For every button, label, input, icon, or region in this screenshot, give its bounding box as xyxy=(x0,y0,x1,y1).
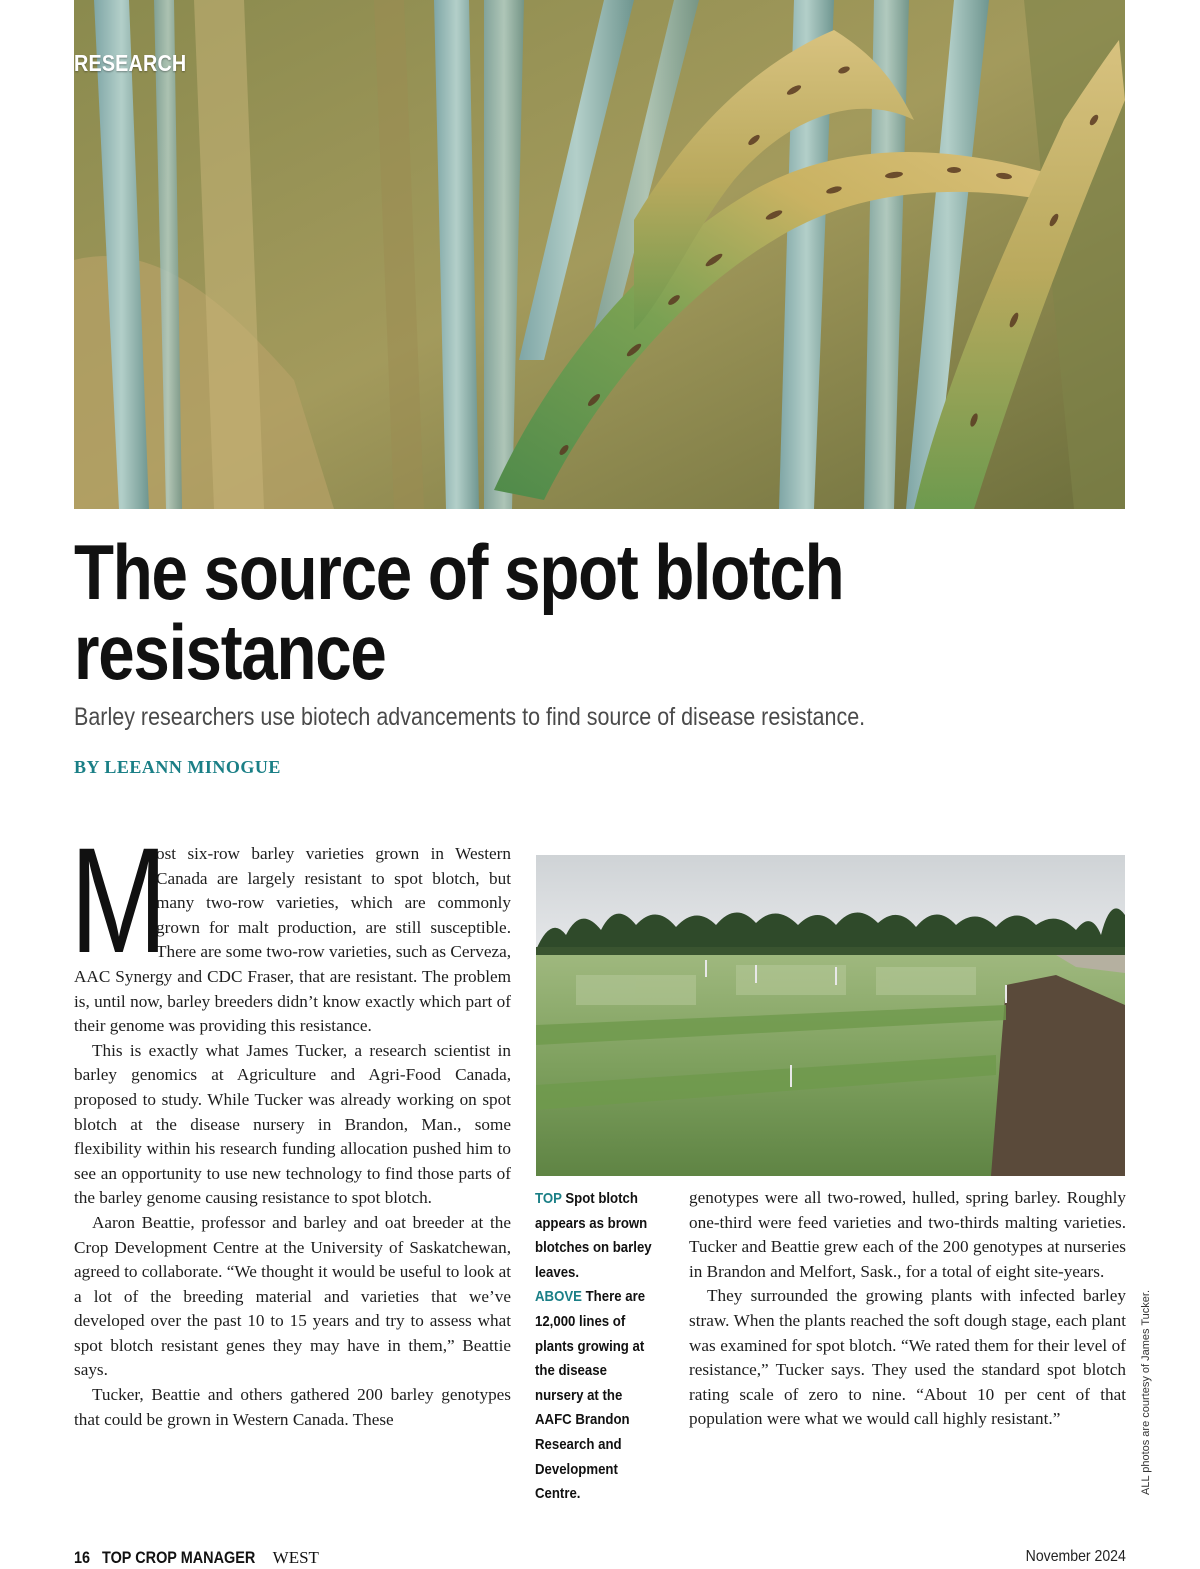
photo-caption xyxy=(535,1187,655,1507)
article-byline: BY LEEANN MINOGUE xyxy=(74,757,281,777)
magazine-name: TOP CROP MANAGER xyxy=(102,1548,256,1567)
caption-tag-above: ABOVE xyxy=(535,1288,582,1306)
body-column-right xyxy=(689,1186,1126,1432)
body-column-left xyxy=(70,816,511,1432)
caption-text-above: There are 12,000 lines of plants growing at the disease nursery at the AAFC Brandon Research and Development Centre. xyxy=(535,1288,646,1503)
field-illustration xyxy=(536,855,1125,1176)
barley-leaves-illustration xyxy=(74,0,1125,509)
page-number: 16 xyxy=(74,1548,91,1567)
drop-cap: M xyxy=(70,816,168,984)
body-paragraph: M ost six-row barley varieties grown in Western Canada are largely resistant to spot blotch, but many two-row varieties, which are commonly grown for malt production, are still susceptible. There are some two-row varieties, such as Cerveza, AAC Synergy and CDC Fraser, that are resistant. The problem is, until now, barley breeders didn’t know exactly which part of their genome was providing this resistance. xyxy=(70,816,511,1036)
article-headline: The source of spot blotch resistance xyxy=(74,528,844,696)
section-label: RESEARCH xyxy=(74,50,187,76)
caption-text-top: Spot blotch appears as brown blotches on barley leaves. xyxy=(535,1190,652,1281)
body-paragraph: Aaron Beattie, professor and barley and oat breeder at the Crop Development Centre at the University of Saskatchewan, agreed to collaborate. “We thought it would be useful to look at a lot of the breeding material and varieties that we’ve developed over the past 10 to 15 years and try to assess what spot blotch resistant genes they may have in them,” Beattie says. xyxy=(74,1212,511,1380)
hero-photo-barley-leaves xyxy=(74,0,1125,509)
photo-credit: ALL photos are courtesy of James Tucker. xyxy=(1140,1289,1152,1495)
body-paragraph: Tucker, Beattie and others gathered 200 barley genotypes that could be grown in Western Canada. These xyxy=(74,1385,511,1429)
body-paragraph: They surrounded the growing plants with infected barley straw. When the plants reached the soft dough stage, each plant was examined for spot blotch. “We rated them for their level of resistance,” Tucker says. They used the standard spot blotch rating scale of zero to nine. “About 10 per cent of that population were what we would call highly resistant.” xyxy=(689,1286,1126,1429)
issue-date: November 2024 xyxy=(1025,1548,1126,1565)
body-paragraph: This is exactly what James Tucker, a research scientist in barley genomics at Agriculture and Agri-Food Canada, proposed to study. While Tucker was already working on spot blotch at the disease nursery in Brandon, Man., some flexibility within his research funding allocation pushed him to see an opportunity to use new technology to find those parts of the barley genome causing resistance to spot blotch. xyxy=(74,1040,511,1208)
field-photo-disease-nursery xyxy=(536,855,1125,1176)
article-subhead: Barley researchers use biotech advancements to find source of disease resistance. xyxy=(74,703,866,731)
caption-tag-top: TOP xyxy=(535,1190,562,1207)
footer-folio xyxy=(74,1548,319,1568)
body-paragraph: genotypes were all two-rowed, hulled, spring barley. Roughly one-third were feed varieties and two-thirds malting varieties. Tucker and Beattie grew each of the 200 genotypes at nurseries in Brandon and Melfort, Sask., for a total of eight site-years. xyxy=(689,1188,1126,1281)
magazine-region: WEST xyxy=(272,1548,319,1567)
